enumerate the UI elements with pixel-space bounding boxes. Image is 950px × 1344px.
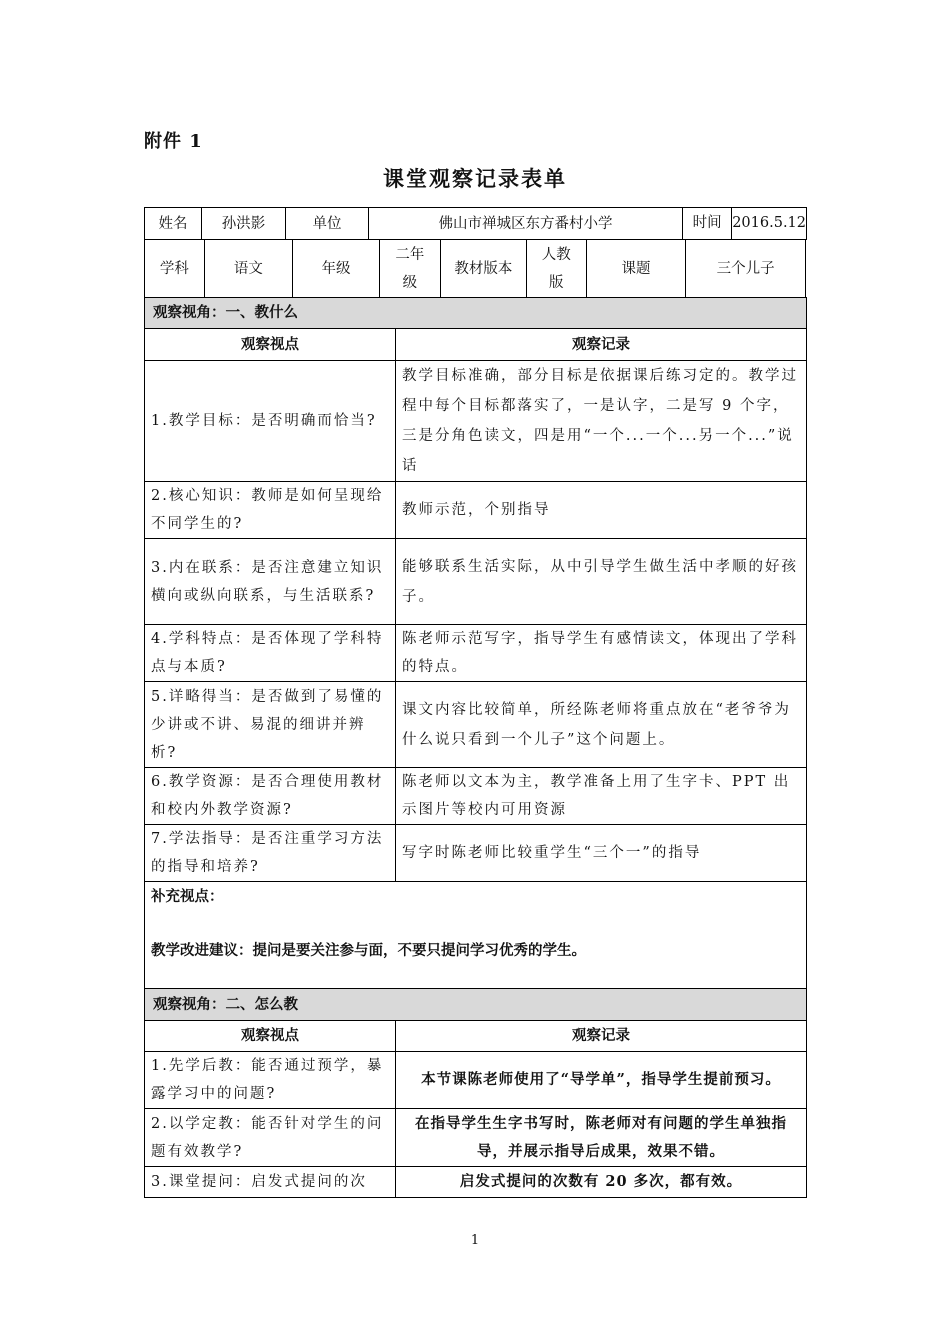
edition-value: 人教版 — [526, 240, 586, 298]
observation-point: 3.课堂提问：启发式提问的次 — [145, 1167, 396, 1198]
observation-record: 陈老师示范写字，指导学生有感情读文，体现出了学科的特点。 — [396, 625, 807, 682]
observation-record: 陈老师以文本为主，教学准备上用了生字卡、PPT 出示图片等校内可用资源 — [396, 768, 807, 825]
section2-table — [144, 988, 807, 1198]
name-label: 姓名 — [145, 208, 202, 240]
table-row — [145, 768, 807, 825]
observation-record: 能够联系生活实际，从中引导学生做生活中孝顺的好孩子。 — [396, 539, 807, 625]
info-row — [145, 208, 807, 240]
attachment-label: 附件 1 — [144, 131, 203, 152]
table-row — [145, 539, 807, 625]
observation-record: 在指导学生生字书写时，陈老师对有问题的学生单独指导，并展示指导后成果，效果不错。 — [396, 1109, 807, 1167]
observation-point: 1.先学后教：能否通过预学，暴露学习中的问题? — [145, 1052, 396, 1109]
page-number: 1 — [470, 1233, 480, 1248]
unit-value: 佛山市禅城区东方番村小学 — [369, 208, 683, 240]
observation-record: 课文内容比较简单，所经陈老师将重点放在“老爷爷为什么说只看到一个儿子”这个问题上。 — [396, 682, 807, 768]
table-row — [145, 1167, 807, 1198]
col-point-header: 观察视点 — [145, 329, 396, 361]
supplement-label: 补充视点： — [151, 888, 224, 905]
table-row — [145, 1109, 807, 1167]
observation-point: 2.核心知识：教师是如何呈现给不同学生的? — [145, 482, 396, 539]
grade-label: 年级 — [292, 240, 379, 298]
unit-label: 单位 — [286, 208, 369, 240]
document-title: 课堂观察记录表单 — [383, 166, 567, 191]
info-table — [144, 207, 807, 240]
time-label: 时间 — [683, 208, 732, 239]
supplement-cell — [145, 882, 807, 993]
info-table-row2 — [144, 239, 806, 298]
col-point-header: 观察视点 — [145, 1021, 396, 1052]
observation-point: 5.详略得当：是否做到了易懂的少讲或不讲、易混的细讲并辨析? — [145, 682, 396, 768]
topic-label: 课题 — [586, 240, 686, 298]
section2-heading: 观察视角：二、怎么教 — [145, 989, 807, 1021]
observation-point: 3.内在联系：是否注意建立知识横向或纵向联系，与生活联系? — [145, 539, 396, 625]
table-row — [145, 682, 807, 768]
name-value: 孙洪影 — [202, 208, 286, 240]
section1-heading: 观察视角：一、教什么 — [145, 298, 807, 329]
table-row — [145, 361, 807, 482]
col-record-header: 观察记录 — [396, 1021, 807, 1052]
col-record-header: 观察记录 — [396, 329, 807, 361]
observation-record: 写字时陈老师比较重学生“三个一”的指导 — [396, 825, 807, 882]
observation-point: 4.学科特点：是否体现了学科特点与本质? — [145, 625, 396, 682]
observation-record: 启发式提问的次数有 20 多次，都有效。 — [396, 1167, 807, 1198]
subject-value: 语文 — [204, 240, 292, 298]
section1-table — [144, 297, 807, 993]
observation-record: 教师示范，个别指导 — [396, 482, 807, 539]
edition-label: 教材版本 — [440, 240, 526, 298]
observation-point: 7.学法指导：是否注重学习方法的指导和培养? — [145, 825, 396, 882]
topic-value: 三个儿子 — [686, 240, 806, 298]
time-value: 2016.5.12 — [732, 215, 806, 231]
improvement-suggestion: 教学改进建议：提问是要关注参与面，不要只提问学习优秀的学生。 — [151, 942, 586, 959]
grade-value: 二年级 — [380, 240, 441, 298]
info-row — [145, 240, 806, 298]
table-row — [145, 482, 807, 539]
observation-record: 教学目标准确，部分目标是依据课后练习定的。教学过程中每个目标都落实了，一是认字，二是写 9 个字，三是分角色读文，四是用“一个...一个...另一个...”说话 — [396, 361, 807, 482]
table-row — [145, 625, 807, 682]
observation-point: 2.以学定教：能否针对学生的问题有效教学? — [145, 1109, 396, 1167]
observation-point: 1.教学目标：是否明确而恰当? — [145, 361, 396, 482]
observation-point: 6.教学资源：是否合理使用教材和校内外教学资源? — [145, 768, 396, 825]
observation-record: 本节课陈老师使用了“导学单”，指导学生提前预习。 — [396, 1052, 807, 1109]
subject-label: 学科 — [145, 240, 205, 298]
table-row — [145, 1052, 807, 1109]
table-row — [145, 825, 807, 882]
time-cell — [683, 208, 807, 240]
